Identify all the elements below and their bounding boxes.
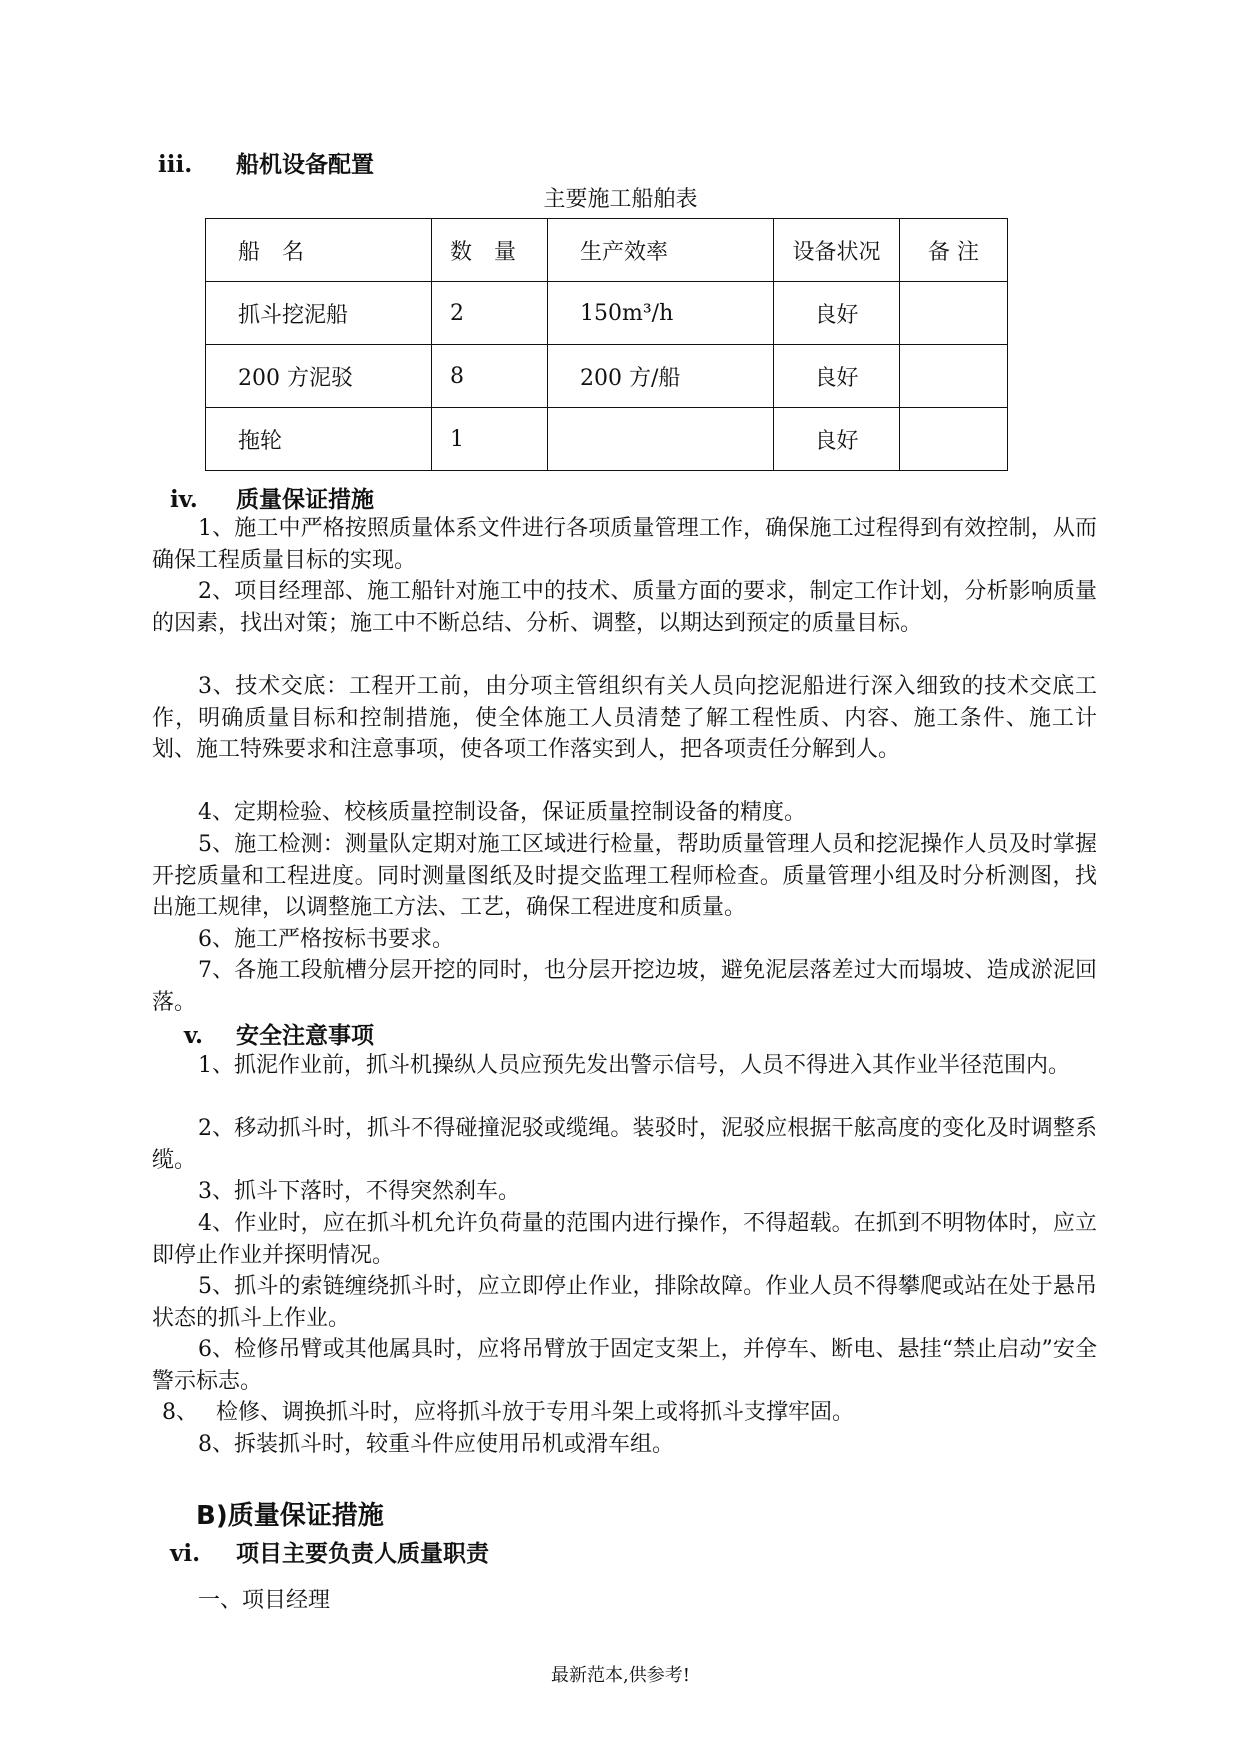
- section-number: v.: [184, 1022, 204, 1049]
- section-title: 质量保证措施: [236, 487, 374, 513]
- section-title: 船机设备配置: [236, 152, 374, 178]
- cell-efficiency: [548, 408, 774, 471]
- cell-ship-name: 抓斗挖泥船: [206, 282, 432, 345]
- safety-item-2: 2、移动抓斗时，抓斗不得碰撞泥驳或缆绳。装驳时，泥驳应根据干舷高度的变化及时调整系缆。: [152, 1116, 1097, 1173]
- section-title: 项目主要负责人质量职责: [236, 1541, 489, 1567]
- quality-item-1: 1、施工中严格按照质量体系文件进行各项质量管理工作，确保施工过程得到有效控制，从而确保工程质量目标的实现。: [152, 516, 1097, 573]
- quality-item-2: 2、项目经理部、施工船针对施工中的技术、质量方面的要求，制定工作计划，分析影响质量的因素，找出对策；施工中不断总结、分析、调整，以期达到预定的质量目标。: [152, 579, 1097, 636]
- cell-ship-name: 拖轮: [206, 408, 432, 471]
- safety-item-8b: 8、拆装抓斗时，较重斗件应使用吊机或滑车组。: [198, 1432, 674, 1457]
- section-number: iii.: [158, 151, 193, 178]
- cell-quantity: 1: [432, 408, 548, 471]
- table-row: [206, 408, 1008, 471]
- quality-item-6: 6、施工严格按标书要求。: [198, 927, 454, 952]
- safety-item-4: 4、作业时，应在抓斗机允许负荷量的范围内进行操作，不得超载。在抓到不明物体时，应立即停止作业并探明情况。: [152, 1211, 1097, 1268]
- safety-item-6: 6、检修吊臂或其他属具时，应将吊臂放于固定支架上，并停车、断电、悬挂“禁止启动”安全警示标志。: [152, 1337, 1097, 1394]
- cell-condition: 良好: [774, 345, 900, 408]
- header-condition: 设备状况: [774, 219, 900, 282]
- header-quantity: 数 量: [432, 219, 548, 282]
- section-b-heading: B)质量保证措施: [196, 1501, 384, 1531]
- safety-item-8a: 8、 检修、调换抓斗时，应将抓斗放于专用斗架上或将抓斗支撑牢固。: [162, 1400, 854, 1425]
- header-ship-name: 船 名: [206, 219, 432, 282]
- header-efficiency: 生产效率: [548, 219, 774, 282]
- cell-remarks: [900, 408, 1008, 471]
- quality-item-3: 3、技术交底：工程开工前，由分项主管组织有关人员向挖泥船进行深入细致的技术交底工作，明确质量目标和控制措施，使全体施工人员清楚了解工程性质、内容、施工条件、施工计划、施工特殊要求和注意事项，使各项工作落实到人，把各项责任分解到人。: [152, 674, 1097, 762]
- cell-efficiency: 200 方/船: [548, 345, 774, 408]
- section-heading-iv: [170, 481, 374, 514]
- table-caption: 主要施工船舶表: [543, 187, 698, 212]
- page-footer: 最新范本,供参考!: [551, 1665, 690, 1686]
- section-heading-vi: [170, 1535, 489, 1568]
- safety-item-1: 1、抓泥作业前，抓斗机操纵人员应预先发出警示信号，人员不得进入其作业半径范围内。: [198, 1053, 1071, 1078]
- cell-condition: 良好: [774, 282, 900, 345]
- table-header-row: [206, 219, 1008, 282]
- cell-remarks: [900, 282, 1008, 345]
- table-row: [206, 282, 1008, 345]
- safety-item-5: 5、抓斗的索链缠绕抓斗时，应立即停止作业，排除故障。作业人员不得攀爬或站在处于悬吊状态的抓斗上作业。: [152, 1274, 1097, 1331]
- cell-quantity: 8: [432, 345, 548, 408]
- safety-item-3: 3、抓斗下落时，不得突然刹车。: [198, 1179, 520, 1204]
- cell-remarks: [900, 345, 1008, 408]
- ship-table: [205, 218, 1008, 471]
- section-number: vi.: [170, 1540, 201, 1567]
- cell-ship-name: 200 方泥驳: [206, 345, 432, 408]
- cell-efficiency: 150m³/h: [548, 282, 774, 345]
- section-heading-iii: [158, 146, 374, 179]
- section-number: iv.: [170, 486, 198, 513]
- cell-quantity: 2: [432, 282, 548, 345]
- cell-condition: 良好: [774, 408, 900, 471]
- section-heading-v: [184, 1017, 374, 1050]
- quality-item-5: 5、施工检测：测量队定期对施工区域进行检量，帮助质量管理人员和挖泥操作人员及时掌握开挖质量和工程进度。同时测量图纸及时提交监理工程师检查。质量管理小组及时分析测图，找出施工规律，以调整施工方法、工艺，确保工程进度和质量。: [152, 832, 1097, 920]
- section-title: 安全注意事项: [236, 1023, 374, 1049]
- quality-item-4: 4、定期检验、校核质量控制设备，保证质量控制设备的精度。: [198, 800, 806, 825]
- header-remarks: 备 注: [900, 219, 1008, 282]
- project-manager-item: 一、项目经理: [198, 1588, 331, 1613]
- quality-item-7: 7、各施工段航槽分层开挖的同时，也分层开挖边坡，避免泥层落差过大而塌坡、造成淤泥回落。: [152, 958, 1097, 1015]
- table-row: [206, 345, 1008, 408]
